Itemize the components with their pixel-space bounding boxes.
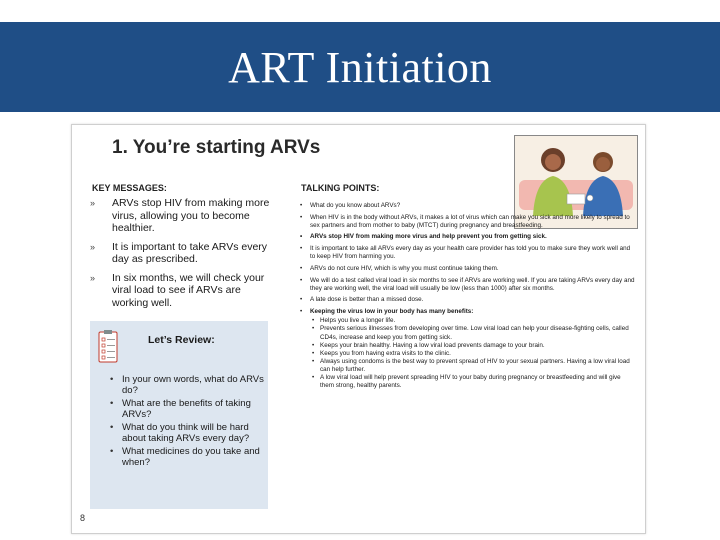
benefits-list bbox=[310, 317, 635, 390]
review-title: Let’s Review: bbox=[148, 334, 215, 346]
title-banner bbox=[0, 22, 720, 112]
talking-point: • A late dose is better than a missed dose. bbox=[300, 296, 424, 304]
benefit-item: • Keeps your brain healthy. Having a low viral load prevents damage to your brain. bbox=[312, 341, 545, 349]
review-question: • What medicines do you take and when? bbox=[110, 446, 260, 468]
key-message-item: » ARVs stop HIV from making more virus, allowing you to become healthier. bbox=[90, 197, 270, 234]
talking-point: • We will do a test called viral load in six months to see if ARVs are working well. If you are taking ARVs every day and they are working well, the viral load will usually be low (less than 1000) after six months. bbox=[300, 276, 635, 292]
key-message-item: » It is important to take ARVs every day as prescribed. bbox=[90, 240, 268, 265]
talking-points-heading: TALKING POINTS: bbox=[301, 183, 380, 193]
benefit-item: • Always using condoms is the best way to prevent spread of HIV to your sexual partners. Having a low viral load can help further. bbox=[312, 357, 630, 373]
page-number: 8 bbox=[80, 513, 86, 523]
talking-point: • It is important to take all ARVs every day as your health care provider has told you to make sure they work well and to keep HIV from harming you. bbox=[300, 245, 631, 261]
talking-point: • What do you know about ARVs? bbox=[300, 202, 401, 209]
talking-point: • ARVs do not cure HIV, which is why you must continue taking them. bbox=[300, 264, 499, 272]
benefit-item: • Prevents serious illnesses from developing over time. Low viral load can help your disease-fighting cells, called CD4s, increase and keep you from getting sick. bbox=[312, 325, 629, 341]
document-page bbox=[71, 124, 646, 534]
key-messages-heading: KEY MESSAGES: bbox=[92, 183, 167, 193]
benefit-item: • A low viral load will help prevent spreading HIV to your baby during pregnancy or breastfeeding and will give them strong, healthy parents. bbox=[312, 374, 621, 390]
slide-title: ART Initiation bbox=[228, 42, 492, 92]
benefit-item: • Helps you live a longer life. bbox=[312, 317, 396, 325]
key-message-item: » In six months, we will check your viral load to see if ARVs are working well. bbox=[90, 271, 265, 309]
review-question: • What do you think will be hard about taking ARVs every day? bbox=[110, 422, 250, 444]
key-messages-list bbox=[90, 197, 270, 315]
talking-points-list bbox=[300, 202, 635, 393]
review-questions-list bbox=[104, 375, 264, 471]
talking-point: • ARVs stop HIV from making more virus and help prevent you from getting sick. bbox=[300, 233, 547, 241]
review-question: • What are the benefits of taking ARVs? bbox=[110, 398, 251, 420]
benefit-item: • Keeps you from having extra visits to the clinic. bbox=[312, 349, 451, 357]
document-title: 1. You’re starting ARVs bbox=[112, 137, 321, 158]
review-question: • In your own words, what do ARVs do? bbox=[110, 374, 264, 396]
talking-point: • When HIV is in the body without ARVs, it makes a lot of virus which can make you sick and more likely to spread to sex partners and from mother to baby (MTCT) during pregnancy and breastfeeding. bbox=[300, 213, 630, 229]
clipboard-icon bbox=[98, 329, 118, 363]
talking-point: • Keeping the virus low in your body has many benefits: • Helps you live a longer life. • Prevents serious illnesses from developing over time. Low viral load can help your disease-fighting cells, called CD4s, increase and keep you from getting sick. • Keeps your brain healthy. Having a low viral load prevents damage to your brain. • Keeps you from having extra visits to the clinic. • Always using condoms is the best way to prevent spread of HIV to your sexual partners. Having a low viral load can help further. • A low viral load will help prevent spreading HIV to your baby during pregnancy or breastfeeding and will give them strong, healthy parents. bbox=[300, 308, 635, 390]
lets-review-box bbox=[90, 321, 268, 509]
